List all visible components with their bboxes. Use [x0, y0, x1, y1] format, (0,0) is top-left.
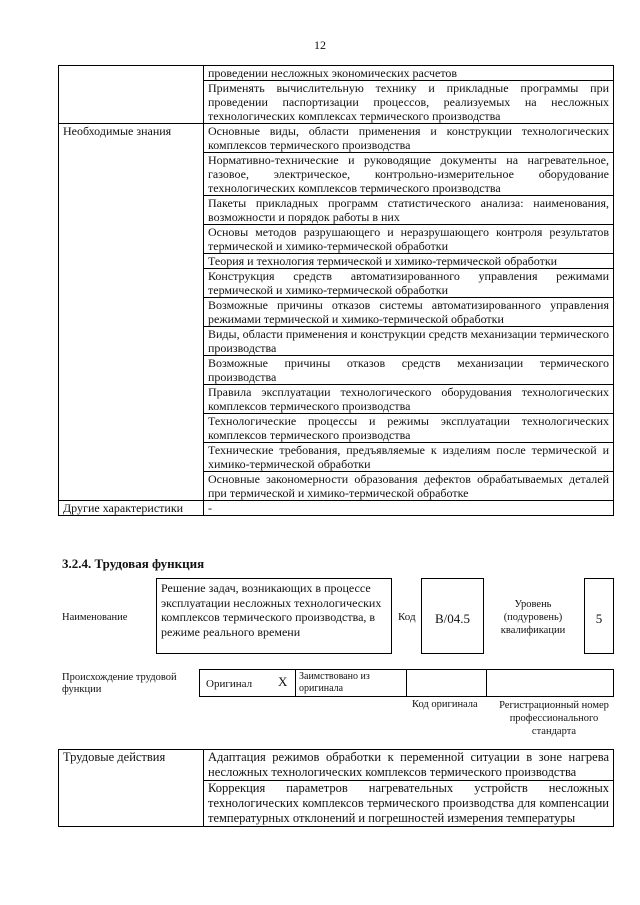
table-cell: Конструкция средств автоматизированного управления режимами термической и химико-термической обработки — [204, 269, 614, 298]
page-number: 12 — [314, 38, 326, 52]
level-label: Уровень (подуровень) квалификации — [500, 599, 566, 636]
original-label: Оригинал — [206, 678, 253, 690]
row-label: Необходимые знания — [59, 124, 204, 501]
borrowed-label: Заимствовано из оригинала — [299, 671, 370, 694]
table-row — [59, 66, 614, 81]
reg-number-caption: Регистрационный номер профессионального стандарта — [499, 700, 609, 737]
table-cell: Технологические процессы и режимы эксплуатации технологических комплексов термического производства — [204, 414, 614, 443]
level-value: 5 — [595, 611, 603, 626]
function-name-text: Решение задач, возникающих в процессе эксплуатации несложных технологических комплексов термического производства, в режиме реального времени — [161, 581, 382, 639]
table-cell: Основные виды, области применения и конструкции технологических комплексов термического производства — [204, 124, 614, 153]
table-cell: Основы методов разрушающего и неразрушающего контроля результатов термической и химико-термической обработки — [204, 225, 614, 254]
name-label: Наименование — [62, 612, 128, 623]
table-cell: Основные закономерности образования дефектов обрабатываемых деталей при термической и химико-термической обработке — [204, 472, 614, 501]
table-cell: Коррекция параметров нагревательных устройств несложных технологических комплексов термического производства для компенсации температурных отклонений и погрешностей измерения температуры — [204, 781, 614, 827]
row-label: Другие характеристики — [59, 501, 204, 516]
table-row — [59, 501, 614, 516]
table-cell: Возможные причины отказов средств механизации термического производства — [204, 356, 614, 385]
table-cell: проведении несложных экономических расчетов — [204, 66, 614, 81]
row-label — [59, 66, 204, 124]
table-cell: Виды, области применения и конструкции средств механизации термического производства — [204, 327, 614, 356]
table-row — [59, 124, 614, 153]
knowledge-table — [58, 65, 614, 516]
origin-label: Происхождение трудовой функции — [62, 672, 177, 695]
table-cell: Возможные причины отказов системы автоматизированного управления режимами термической и химико-термической обработки — [204, 298, 614, 327]
table-cell: Правила эксплуатации технологического оборудования технологических комплексов термического производства — [204, 385, 614, 414]
table-cell: Применять вычислительную технику и прикладные программы при проведении паспортизации процессов, реализуемых на несложных технологических комплексах термического производства — [204, 81, 614, 124]
table-row — [59, 750, 614, 781]
table-cell: Теория и технология термической и химико-термической обработки — [204, 254, 614, 269]
table-cell: Нормативно-технические и руководящие документы на нагревательное, газовое, электрическое, контрольно-измерительное оборудование технологических комплексов термического производства — [204, 153, 614, 196]
code-original-caption: Код оригинала — [412, 699, 478, 710]
table-cell: - — [204, 501, 614, 516]
code-box — [421, 578, 484, 654]
actions-table — [58, 749, 614, 827]
table-cell: Адаптация режимов обработки к переменной ситуации в зоне нагрева несложных технологических комплексов термического производства — [204, 750, 614, 781]
section-title: 3.2.4. Трудовая функция — [62, 556, 205, 571]
origin-row — [199, 669, 614, 697]
original-mark: X — [278, 674, 288, 689]
table-cell: Пакеты прикладных программ статистического анализа: наименования, возможности и порядок работы в них — [204, 196, 614, 225]
code-label: Код — [398, 611, 416, 623]
row-label: Трудовые действия — [59, 750, 204, 827]
table-cell: Технические требования, предъявляемые к изделиям после термической и химико-термической обработки — [204, 443, 614, 472]
level-box — [584, 578, 614, 654]
code-value: В/04.5 — [434, 611, 471, 626]
function-name-box — [156, 578, 392, 654]
